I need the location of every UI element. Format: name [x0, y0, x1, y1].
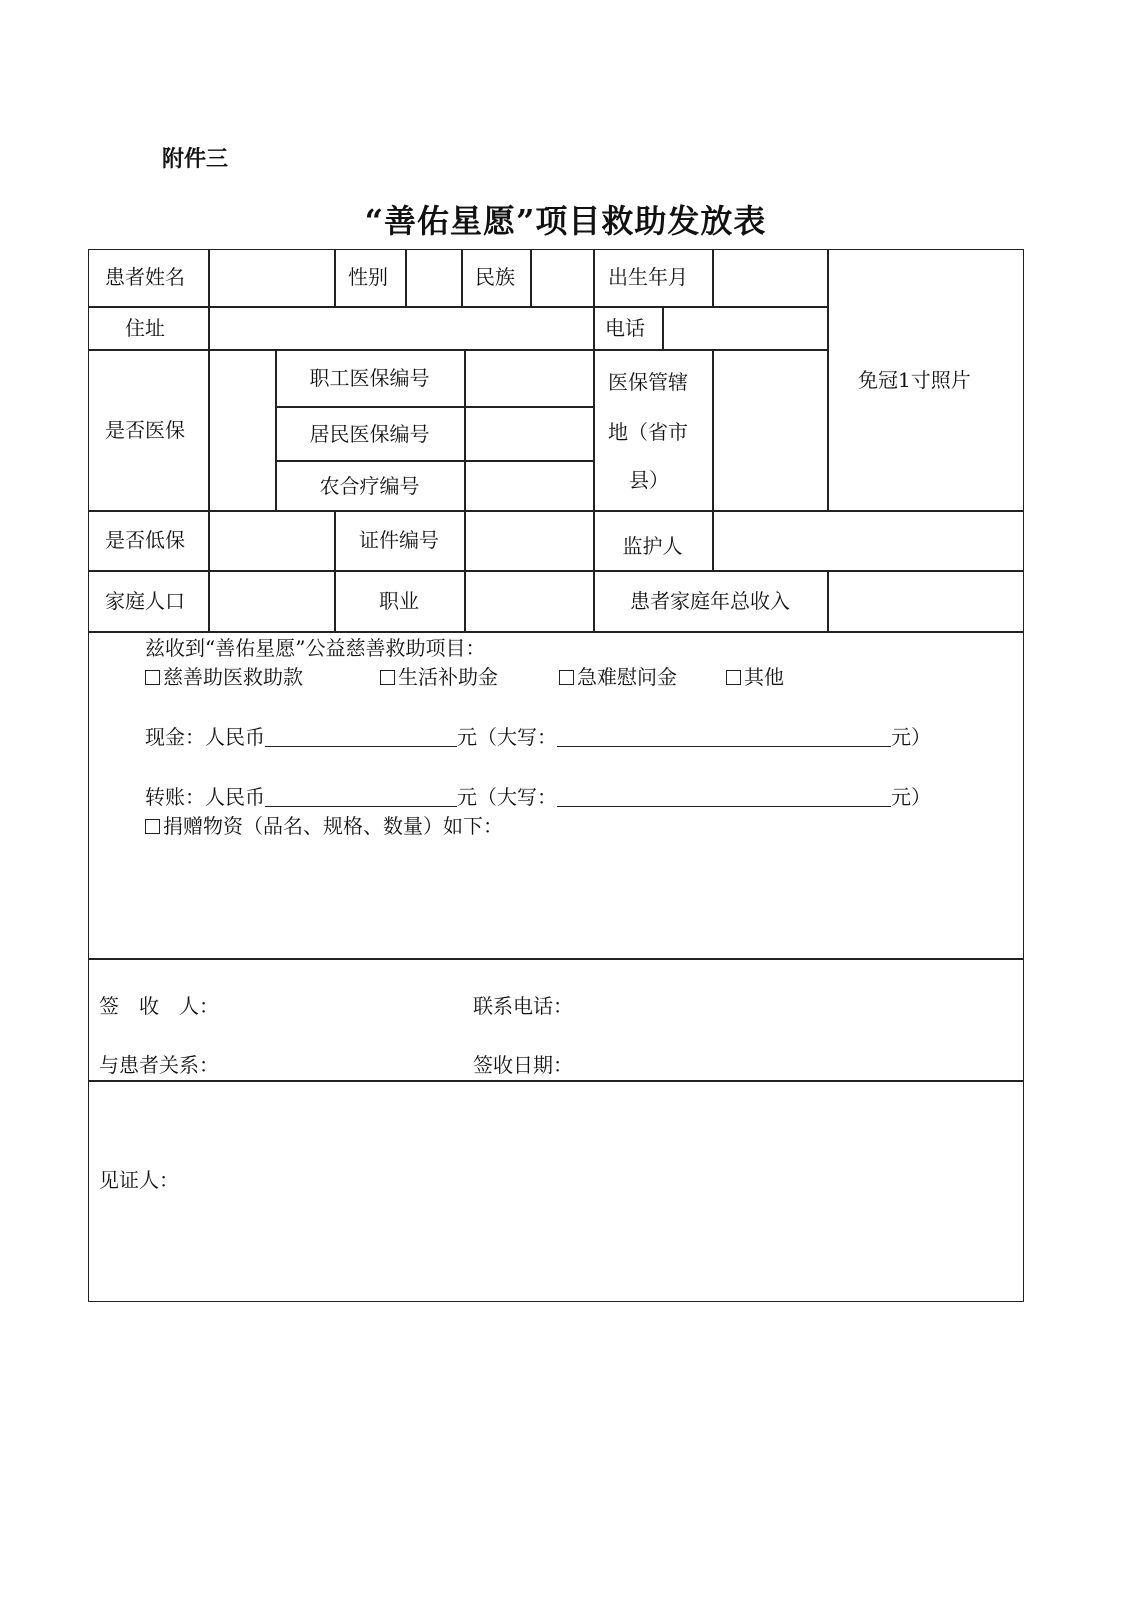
label-id-no: 证件编号: [359, 528, 439, 552]
label-rural-coop-no: 农合疗编号: [319, 474, 420, 498]
checkbox-medical-aid[interactable]: [145, 670, 160, 685]
label-insurance-region-line2: 地（省市: [608, 420, 688, 444]
option-emergency-relief: 急难慰问金: [559, 667, 677, 687]
checkbox-donation[interactable]: [145, 819, 160, 834]
label-insurance-region-line1: 医保管辖: [608, 370, 688, 394]
label-witness: 见证人：: [99, 1168, 179, 1192]
checkbox-living-subsidy[interactable]: [380, 670, 395, 685]
relief-form: [88, 249, 1024, 1302]
transfer-uppercase-blank[interactable]: [557, 786, 891, 807]
label-phone: 电话: [605, 316, 645, 340]
label-family-size: 家庭人口: [105, 589, 185, 613]
label-sign-date: 签收日期：: [473, 1053, 573, 1077]
cash-label: 现金：人民币: [145, 725, 265, 749]
transfer-amount-blank[interactable]: [265, 786, 457, 807]
checkbox-emergency-relief[interactable]: [559, 670, 574, 685]
label-family-income: 患者家庭年总收入: [630, 589, 790, 613]
label-insured: 是否医保: [105, 418, 185, 442]
cash-close: 元）: [891, 725, 931, 749]
option-living-subsidy: 生活补助金: [380, 667, 498, 687]
label-signer: 签 收 人：: [99, 994, 219, 1018]
label-low-income: 是否低保: [105, 528, 185, 552]
option-medical-aid: 慈善助医救助款: [145, 667, 303, 687]
cash-uppercase-blank[interactable]: [557, 726, 891, 747]
transfer-line: [145, 786, 931, 807]
option-other: 其他: [726, 667, 784, 687]
cash-amount-blank[interactable]: [265, 726, 457, 747]
label-contact-phone: 联系电话：: [473, 994, 573, 1018]
label-occupation: 职业: [379, 589, 419, 613]
receipt-intro: 兹收到“善佑星愿”公益慈善救助项目：: [145, 636, 486, 660]
transfer-label: 转账：人民币: [145, 785, 265, 809]
label-employee-insurance-no: 职工医保编号: [309, 366, 430, 390]
cash-uppercase-label: 元（大写：: [457, 725, 557, 749]
transfer-close: 元）: [891, 785, 931, 809]
checkbox-other[interactable]: [726, 670, 741, 685]
label-resident-insurance-no: 居民医保编号: [309, 422, 430, 446]
label-birth-date: 出生年月: [608, 265, 688, 289]
label-patient-name: 患者姓名: [105, 265, 185, 289]
annex-label: 附件三: [162, 146, 229, 172]
label-ethnicity: 民族: [475, 265, 515, 289]
transfer-uppercase-label: 元（大写：: [457, 785, 557, 809]
label-relation: 与患者关系：: [99, 1053, 219, 1077]
option-donation: 捐赠物资（品名、规格、数量）如下：: [145, 816, 503, 836]
label-address: 住址: [125, 316, 165, 340]
form-title: “善佑星愿”项目救助发放表: [364, 202, 767, 240]
label-gender: 性别: [348, 265, 388, 289]
label-insurance-region-line3: 县）: [629, 468, 669, 492]
label-guardian: 监护人: [622, 534, 683, 558]
cash-line: [145, 726, 931, 747]
photo-placeholder: 免冠1寸照片: [858, 368, 971, 392]
